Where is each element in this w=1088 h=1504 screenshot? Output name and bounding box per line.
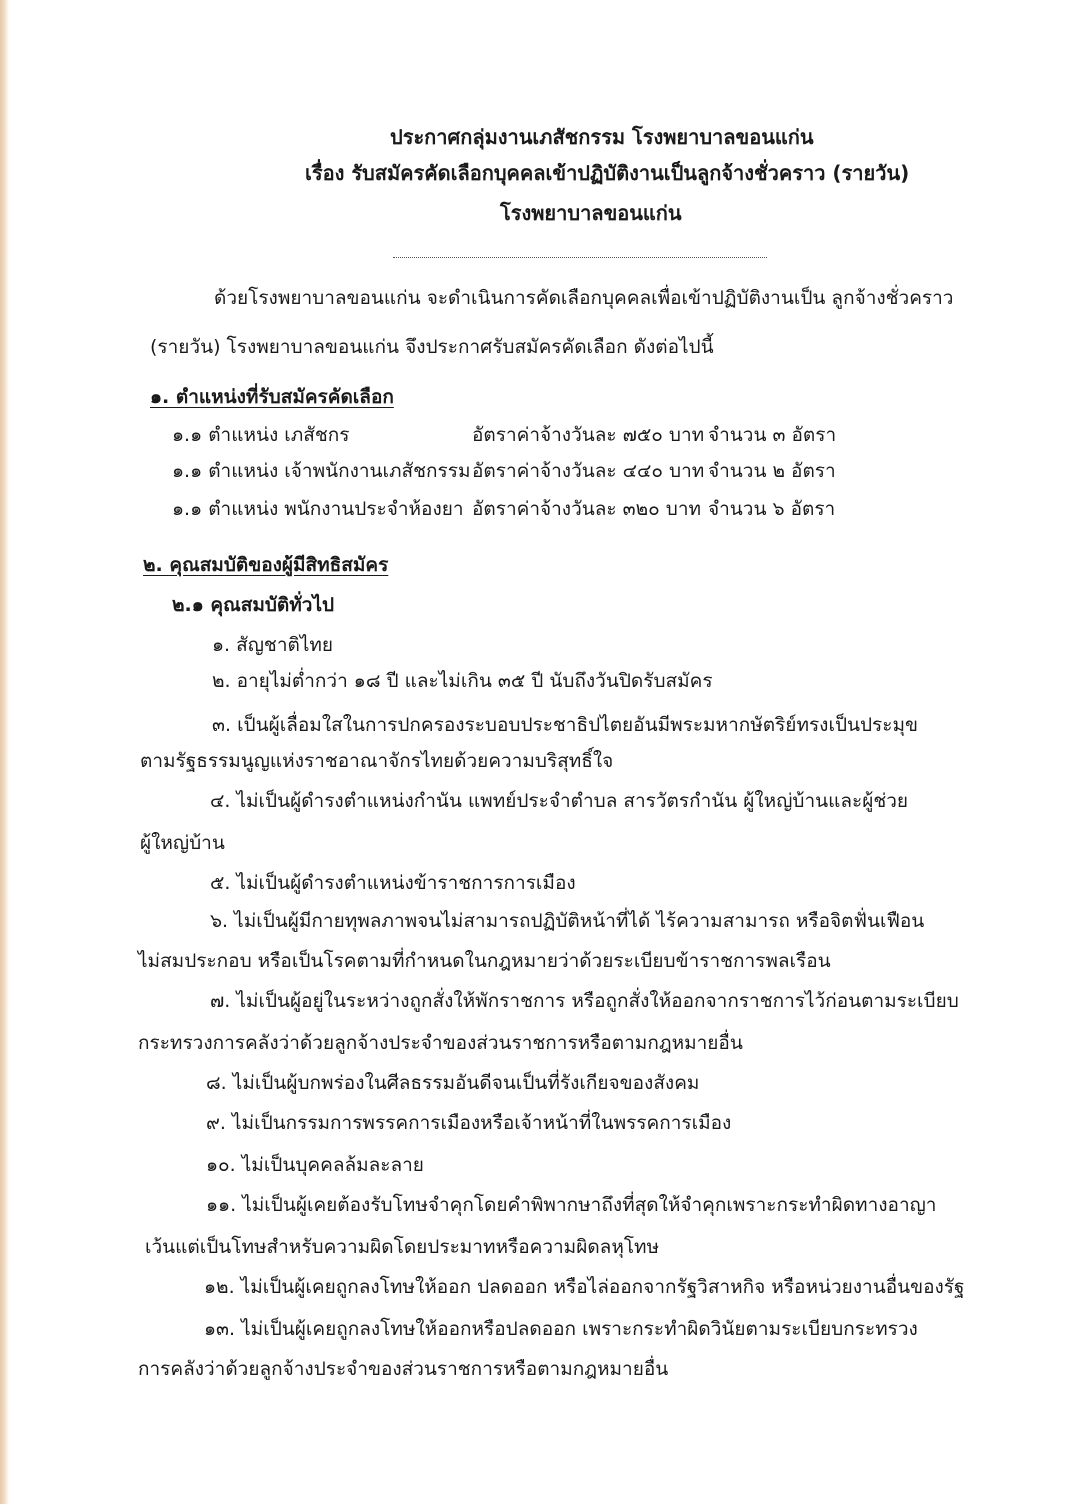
position-label: ๑.๑ ตำแหน่ง เภสัชกร (172, 424, 350, 446)
qualification-line: ๑๒. ไม่เป็นผู้เคยถูกลงโทษให้ออก ปลดออก หรือไล่ออกจากรัฐวิสาหกิจ หรือหน่วยงานอื่นของรัฐ (204, 1276, 965, 1298)
qualification-line: กระทรวงการคลังว่าด้วยลูกจ้างประจำของส่วนราชการหรือตามกฎหมายอื่น (138, 1032, 743, 1054)
qualification-line: ตามรัฐธรรมนูญแห่งราชอาณาจักรไทยด้วยความบริสุทธิ์ใจ (140, 750, 614, 772)
position-count: จำนวน ๓ อัตรา (708, 424, 837, 446)
position-rate: อัตราค่าจ้างวันละ ๓๒๐ บาท (472, 498, 702, 520)
qualification-line: ๗. ไม่เป็นผู้อยู่ในระหว่างถูกสั่งให้พักราชการ หรือถูกสั่งให้ออกจากราชการไว้ก่อนตามระเบียบ (210, 990, 959, 1012)
qualification-line: ๑๐. ไม่เป็นบุคคลล้มละลาย (206, 1154, 424, 1176)
qualification-line: ๑๓. ไม่เป็นผู้เคยถูกลงโทษให้ออกหรือปลดออก เพราะกระทำผิดวินัยตามระเบียบกระทรวง (204, 1318, 918, 1340)
qualification-line: ๓. เป็นผู้เลื่อมใสในการปกครองระบอบประชาธิปไตยอันมีพระมหากษัตริย์ทรงเป็นประมุข (212, 714, 918, 736)
qualification-line: การคลังว่าด้วยลูกจ้างประจำของส่วนราชการหรือตามกฎหมายอื่น (138, 1358, 669, 1380)
qualification-line: ๑๑. ไม่เป็นผู้เคยต้องรับโทษจำคุกโดยคำพิพากษาถึงที่สุดให้จำคุกเพราะกระทำผิดทางอาญา (206, 1194, 937, 1216)
qualification-line: ๙. ไม่เป็นกรรมการพรรคการเมืองหรือเจ้าหน้าที่ในพรรคการเมือง (206, 1112, 732, 1134)
qualification-line: ไม่สมประกอบ หรือเป็นโรคตามที่กำหนดในกฎหมายว่าด้วยระเบียบข้าราชการพลเรือน (138, 950, 831, 972)
section2-heading: ๒. คุณสมบัติของผู้มีสิทธิสมัคร (143, 554, 389, 576)
qualification-line: ๒. อายุไม่ต่ำกว่า ๑๘ ปี และไม่เกิน ๓๕ ปี นับถึงวันปิดรับสมัคร (212, 670, 713, 692)
position-label: ๑.๑ ตำแหน่ง เจ้าพนักงานเภสัชกรรม (172, 460, 471, 482)
position-label: ๑.๑ ตำแหน่ง พนักงานประจำห้องยา (172, 498, 464, 520)
header-line-3: โรงพยาบาลขอนแก่น (500, 201, 682, 225)
header-line-1: ประกาศกลุ่มงานเภสัชกรรม โรงพยาบาลขอนแก่น (390, 125, 814, 149)
qualification-line: ๖. ไม่เป็นผู้มีกายทุพลภาพจนไม่สามารถปฏิบัติหน้าที่ได้ ไร้ความสามารถ หรือจิตฟั่นเฟือน (210, 910, 925, 932)
qualification-line: ๕. ไม่เป็นผู้ดำรงตำแหน่งข้าราชการการเมือง (210, 872, 576, 894)
position-count: จำนวน ๒ อัตรา (708, 460, 836, 482)
qualification-line: ผู้ใหญ่บ้าน (140, 832, 225, 854)
intro-line-1: ด้วยโรงพยาบาลขอนแก่น จะดำเนินการคัดเลือกบุคคลเพื่อเข้าปฏิบัติงานเป็น ลูกจ้างชั่วคราว (214, 287, 954, 309)
section2-subheading: ๒.๑ คุณสมบัติทั่วไป (172, 594, 335, 616)
header-line-2: เรื่อง รับสมัครคัดเลือกบุคคลเข้าปฏิบัติงานเป็นลูกจ้างชั่วคราว (รายวัน) (305, 161, 910, 185)
section1-heading: ๑. ตำแหน่งที่รับสมัครคัดเลือก (150, 386, 394, 408)
intro-line-2: (รายวัน) โรงพยาบาลขอนแก่น จึงประกาศรับสมัครคัดเลือก ดังต่อไปนี้ (150, 336, 714, 358)
header-divider (393, 257, 767, 258)
qualification-line: ๘. ไม่เป็นผู้บกพร่องในศีลธรรมอันดีจนเป็นที่รังเกียจของสังคม (206, 1072, 700, 1094)
position-count: จำนวน ๖ อัตรา (708, 498, 836, 520)
position-rate: อัตราค่าจ้างวันละ ๗๕๐ บาท (472, 424, 705, 446)
qualification-line: ๑. สัญชาติไทย (212, 634, 334, 656)
qualification-line: ๔. ไม่เป็นผู้ดำรงตำแหน่งกำนัน แพทย์ประจำตำบล สารวัตรกำนัน ผู้ใหญ่บ้านและผู้ช่วย (210, 790, 909, 812)
qualification-line: เว้นแต่เป็นโทษสำหรับความผิดโดยประมาทหรือความผิดลหุโทษ (145, 1236, 660, 1258)
position-rate: อัตราค่าจ้างวันละ ๔๔๐ บาท (472, 460, 705, 482)
